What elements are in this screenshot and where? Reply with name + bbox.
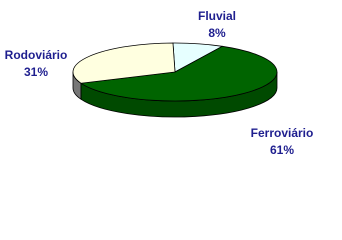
slice-value-fluvial: 8% <box>208 26 226 40</box>
pie-tops <box>73 43 277 101</box>
slice-value-ferroviario: 61% <box>269 143 295 157</box>
slice-label-fluvial: Fluvial <box>197 9 237 23</box>
slice-label-ferroviario: Ferroviário <box>250 126 314 140</box>
slice-value-rodoviario: 31% <box>23 65 49 79</box>
slice-label-rodoviario: Rodoviário <box>4 48 68 62</box>
